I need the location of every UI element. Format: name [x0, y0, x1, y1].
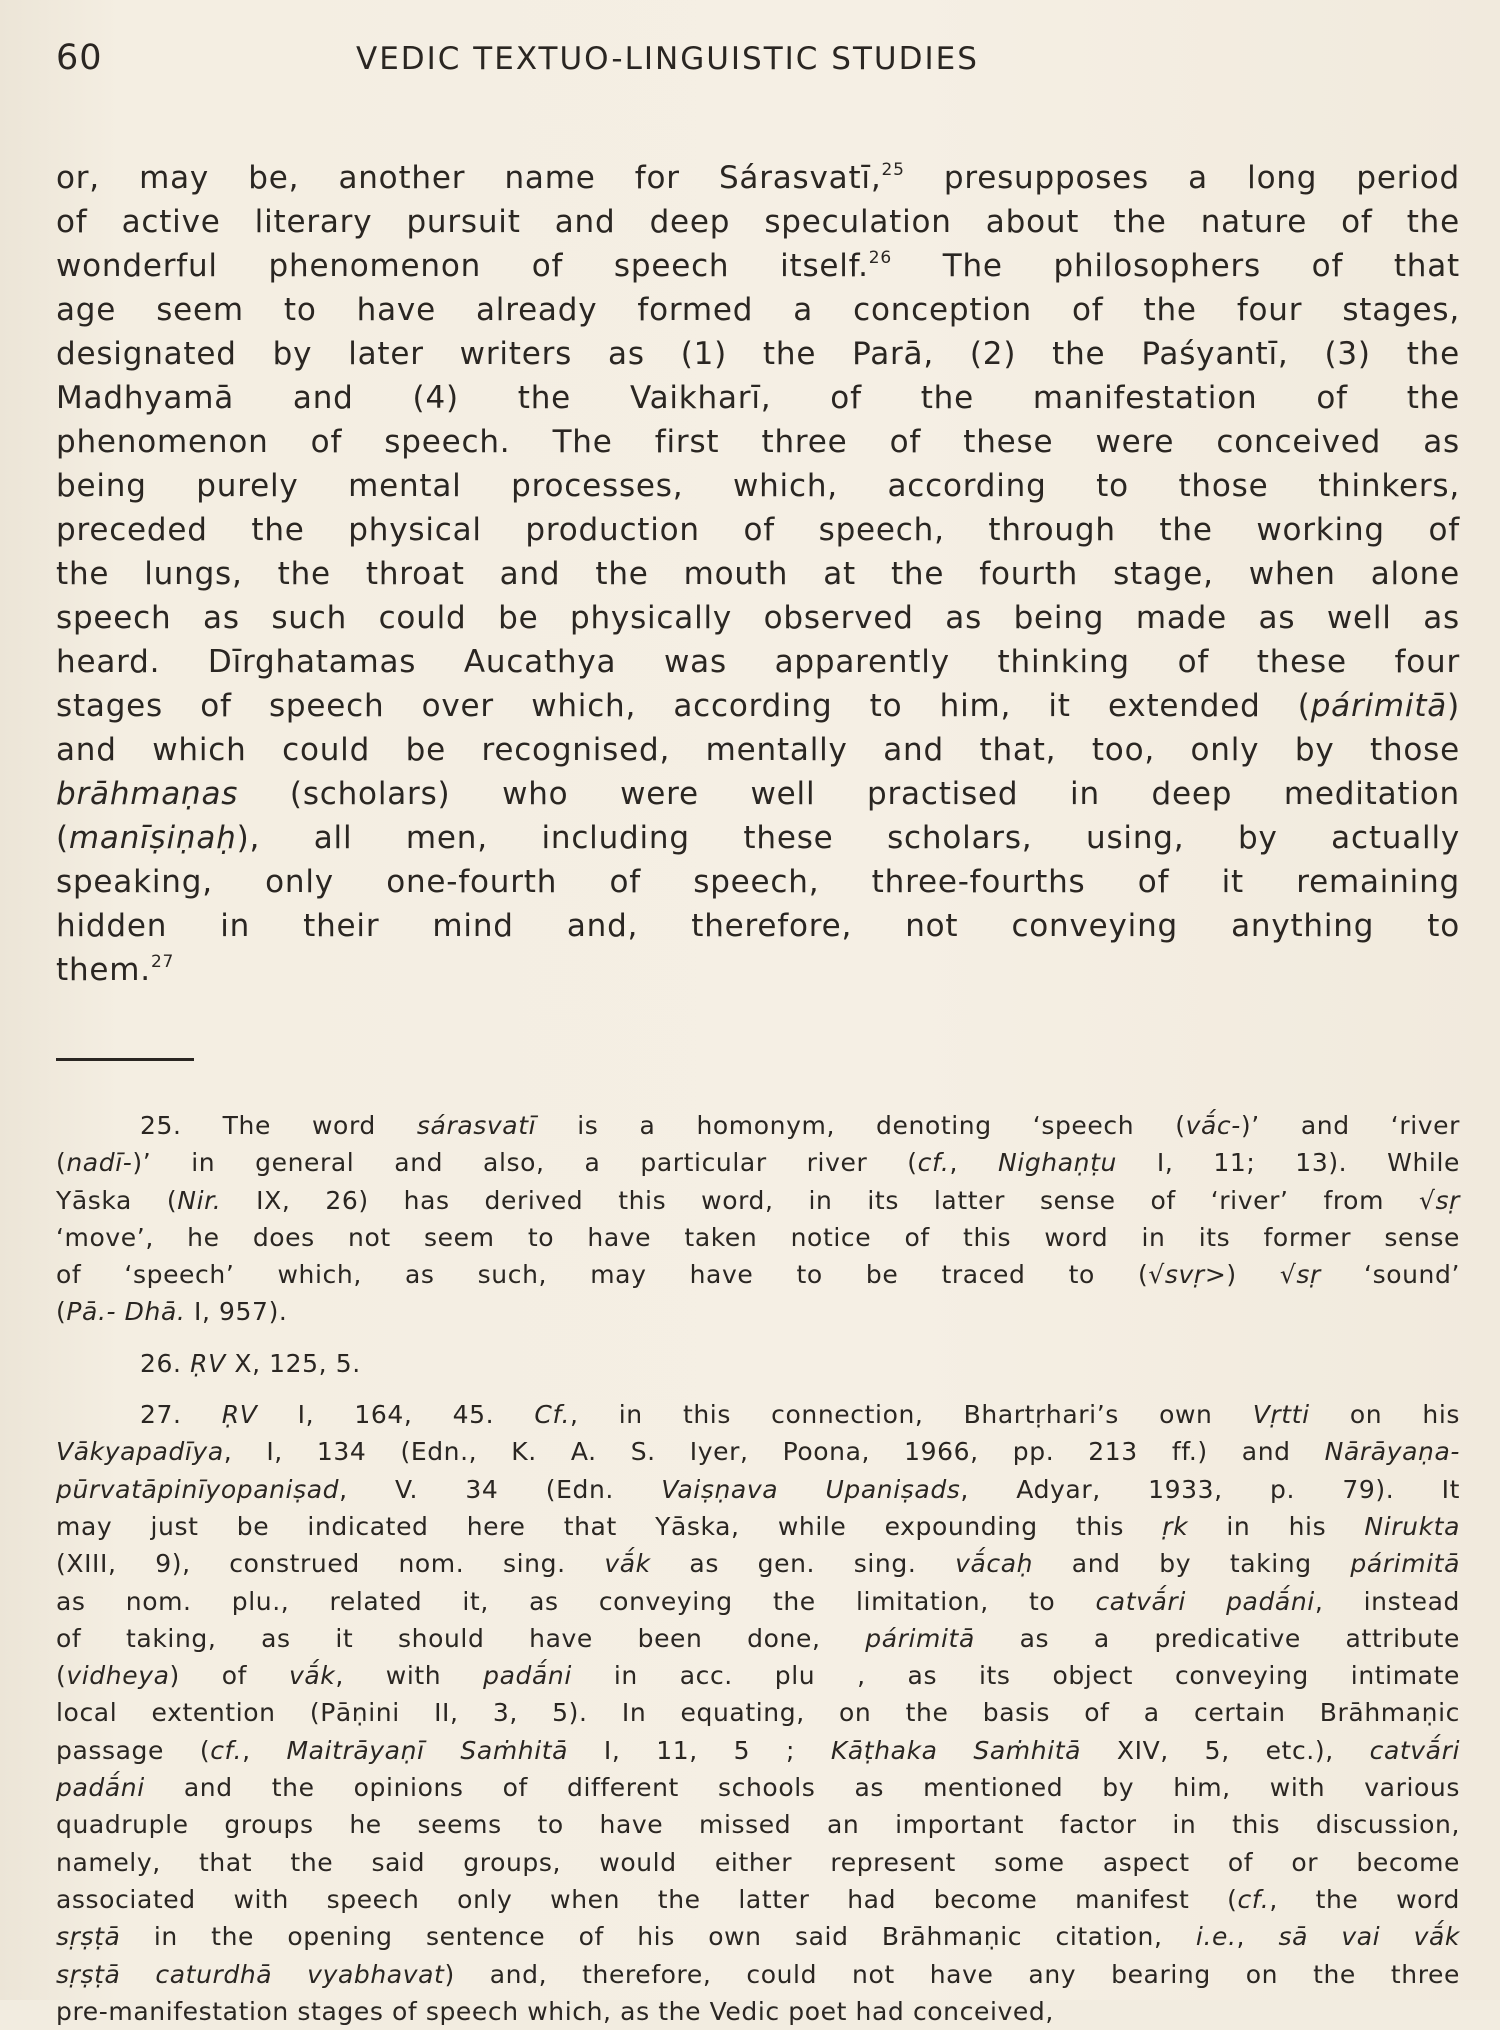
paragraph-line: heard. Dīrghatamas Aucathya was apparently thinking of these four	[56, 644, 1460, 680]
paragraph-line: and which could be recognised, mentally and that, too, only by those	[56, 732, 1460, 768]
footnote-ref-26: 26	[868, 248, 893, 268]
paragraph-line: (manīṣiṇaḥ), all men, including these scholars, using, by actually	[56, 820, 1460, 856]
page-number: 60	[56, 38, 103, 78]
paragraph-line: Madhyamā and (4) the Vaikharī, of the manifestation of the	[56, 380, 1460, 416]
paragraph-line: hidden in their mind and, therefore, not conveying anything to	[56, 908, 1460, 944]
running-head	[56, 38, 1460, 98]
paragraph-line: being purely mental processes, which, according to those thinkers,	[56, 468, 1460, 504]
paragraph-line: of active literary pursuit and deep speculation about the nature of the	[56, 204, 1460, 240]
running-title: VEDIC TEXTUO-LINGUISTIC STUDIES	[356, 41, 979, 77]
paragraph-line: age seem to have already formed a conception of the four stages,	[56, 292, 1460, 328]
paragraph-line: or, may be, another name for Sárasvatī,$^{25}$ presupposes a long period	[56, 160, 1460, 196]
footnote-26: 26. ṚV X, 125, 5.	[140, 1348, 361, 1378]
paragraph-line: phenomenon of speech. The first three of these were conceived as	[56, 424, 1460, 460]
main-paragraph	[56, 156, 1460, 992]
footnote-ref-27: 27	[150, 952, 175, 972]
paragraph-line: speech as such could be physically observed as being made as well as	[56, 600, 1460, 636]
paragraph-line: them.$^{27}$	[56, 952, 175, 988]
paragraph-line: designated by later writers as (1) the Parā, (2) the Paśyantī, (3) the	[56, 336, 1460, 372]
footnote-ref-25: 25	[881, 160, 905, 180]
footnotes	[56, 1107, 1460, 2030]
paragraph-line: brāhmaṇas (scholars) who were well practised in deep meditation	[56, 776, 1460, 812]
paragraph-line: stages of speech over which, according to him, it extended (párimitā)	[56, 688, 1460, 724]
paragraph-line: speaking, only one-fourth of speech, three-fourths of it remaining	[56, 864, 1460, 900]
paragraph-line: preceded the physical production of speech, through the working of	[56, 512, 1460, 548]
footnote-27: 27. ṚV I, 164, 45. Cf., in this connection, Bhartṛhari’s own Vṛtti on his Vākyapadīya, I, 134 (Edn., K. A. S. Iyer, Poona, 1966, pp. 213 ff.) and Nārāyaṇa- pūrvatāpinīyopaniṣad, V. 34 (Edn. Vaiṣṇava Upaniṣads, Adyar, 1933, p. 79). It may just be indicated here that Yāska, while expounding this ṛk in his Nirukta (XIII, 9), construed nom. sing. vā́k as gen. sing. vā́caḥ and by taking párimitā as nom. plu., related it, as conveying the limitation, to catvā́ri padā́ni, instead of taking, as it should have been done, párimitā as a predicative attribute (vidheya) of vā́k, with padā́ni in acc. plu , as its object conveying intimate local extention (Pāṇini II, 3, 5). In equating, on the basis of a certain Brāhmaṇic passage (cf., Maitrāyaṇī Saṁhitā I, 11, 5 ; Kāṭhaka Saṁhitā XIV, 5, etc.), catvā́ri padā́ni and the opinions of different schools as mentioned by him, with various quadruple groups he seems to have missed an important factor in this discussion, namely, that the said groups, would either represent some aspect of or become associated with speech only when the latter had become manifest (cf., the word sṛṣṭā in the opening sentence of his own said Brāhmaṇic citation, i.e., sā vai vā́k sṛṣṭā caturdhā vyabhavat) and, therefore, could not have any bearing on the three pre-manifestation stages of speech which, as the Vedic poet had conceived,	[56, 1400, 1461, 2026]
paragraph-line: wonderful phenomenon of speech itself.$^{26}$ The philosophers of that	[56, 248, 1460, 284]
footnote-25: 25. The word sárasvatī is a homonym, denoting ‘speech (vā́c-)’ and ‘river (nadī-)’ in general and also, a particular river (cf., Nighaṇṭu I, 11; 13). While Yāska (Nir. IX, 26) has derived this word, in its latter sense of ‘river’ from √sṛ ‘move’, he does not seem to have taken notice of this word in its former sense of ‘speech’ which, as such, may have to be traced to (√svṛ>) √sṛ ‘sound’ (Pā.- Dhā. I, 957).	[56, 1111, 1461, 1327]
paragraph-line: the lungs, the throat and the mouth at the fourth stage, when alone	[56, 556, 1460, 592]
footnote-rule	[56, 1058, 194, 1061]
